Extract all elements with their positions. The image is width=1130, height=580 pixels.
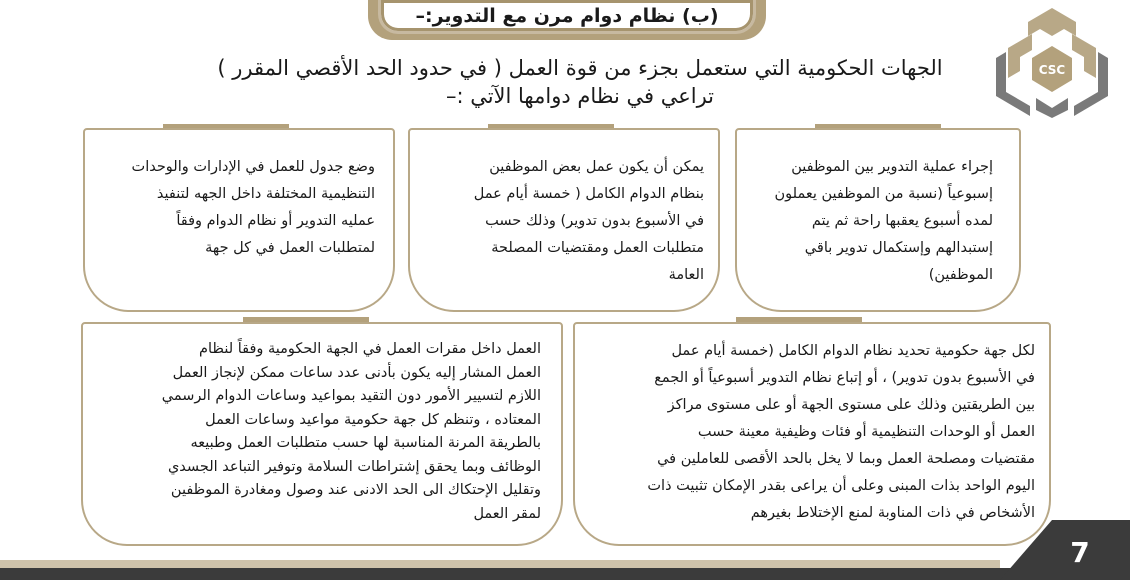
card-line: الأشخاص في ذات المناوبة لمنع الإختلاط بغيرهم	[750, 505, 1035, 521]
intro-line-1: الجهات الحكومية التي ستعمل بجزء من قوة العمل ( في حدود الحد الأقصي المقرر )	[217, 56, 943, 80]
card-line: إجراء عملية التدوير بين الموظفين	[791, 159, 993, 175]
slide-title: (ب) نظام دوام مرن مع التدوير:–	[378, 0, 756, 34]
info-card-full-shift	[573, 322, 1051, 546]
card-line: لمده أسبوع يعقبها راحة ثم يتم	[811, 213, 993, 229]
footer-bar	[0, 568, 1130, 580]
info-card-full-time	[408, 128, 720, 312]
info-card-rotation	[735, 128, 1021, 312]
card-line: العمل أو الوحدات التنظيمية أو فئات وظيفية معينة حسب	[697, 424, 1035, 440]
card-line: العمل المشار إليه يكون بأدنى عدد ساعات ممكن لإنجاز العمل	[172, 364, 541, 381]
page-number: 7	[1070, 536, 1090, 569]
card-line: الوظائف وبما يحقق إشتراطات السلامة وتوفير التباعد الجسدي	[167, 458, 541, 475]
card-line: لكل جهة حكومية تحديد نظام الدوام الكامل (خمسة أيام عمل	[671, 343, 1035, 359]
card-line: وتقليل الإحتكاك الى الحد الادنى عند وصول ومغادرة الموظفين	[170, 482, 541, 498]
card-line: إسبوعياً (نسبة من الموظفين يعملون	[774, 186, 993, 202]
card-line: الموظفين)	[928, 267, 993, 283]
intro-line-2: تراعي في نظام دوامها الآتي :–	[445, 84, 715, 108]
card-line: اليوم الواحد بذات المبنى وعلى أن يراعى بقدر الإمكان تثبيت ذات	[647, 478, 1035, 494]
footer-strip	[0, 560, 1000, 568]
logo-text: CSC	[1038, 63, 1066, 77]
card-line: العامة	[668, 267, 704, 283]
intro-text	[200, 54, 960, 110]
csc-logo	[992, 6, 1112, 118]
card-line: إستبدالهم وإستكمال تدوير باقي	[804, 240, 993, 256]
info-card-schedule	[83, 128, 395, 312]
card-line: في الأسبوع بدون تدوير) وذلك حسب	[485, 213, 704, 229]
card-line: في الأسبوع بدون تدوير) ، أو إتباع نظام التدوير أسبوعياً أو الجمع	[654, 370, 1035, 386]
card-line: العمل داخل مقرات العمل في الجهة الحكومية وفقاً لنظام	[199, 341, 541, 357]
card-line: وضع جدول للعمل في الإدارات والوحدات	[131, 159, 375, 175]
card-line: بنظام الدوام الكامل ( خمسة أيام عمل	[473, 186, 704, 202]
card-line: لمتطلبات العمل في كل جهة	[205, 240, 375, 256]
card-line: مقتضيات ومصلحة العمل وبما لا يخل بالحد الأقصى للعاملين في	[657, 451, 1035, 467]
card-line: بين الطريقتين وذلك على مستوى الجهة أو على مستوى مراكز	[667, 397, 1035, 413]
card-line: لمقر العمل	[473, 505, 541, 522]
card-line: التنظيمية المختلفة داخل الجهه لتنفيذ	[156, 186, 375, 202]
card-line: المعتاده ، وتنظم كل جهة حكومية مواعيد وساعات العمل	[205, 411, 541, 428]
card-line: عمليه التدوير أو نظام الدوام وفقاً	[176, 213, 375, 229]
card-line: يمكن أن يكون عمل بعض الموظفين	[489, 159, 704, 175]
card-line: متطلبات العمل ومقتضيات المصلحة	[491, 240, 704, 256]
info-card-work-hours	[81, 322, 563, 546]
card-line: بالطريقة المرنة المناسبة لها حسب متطلبات العمل وطبيعه	[190, 435, 541, 451]
card-line: اللازم لتسيير الأمور دون التقيد بمواعيد وساعات الدوام الرسمي	[161, 388, 541, 404]
